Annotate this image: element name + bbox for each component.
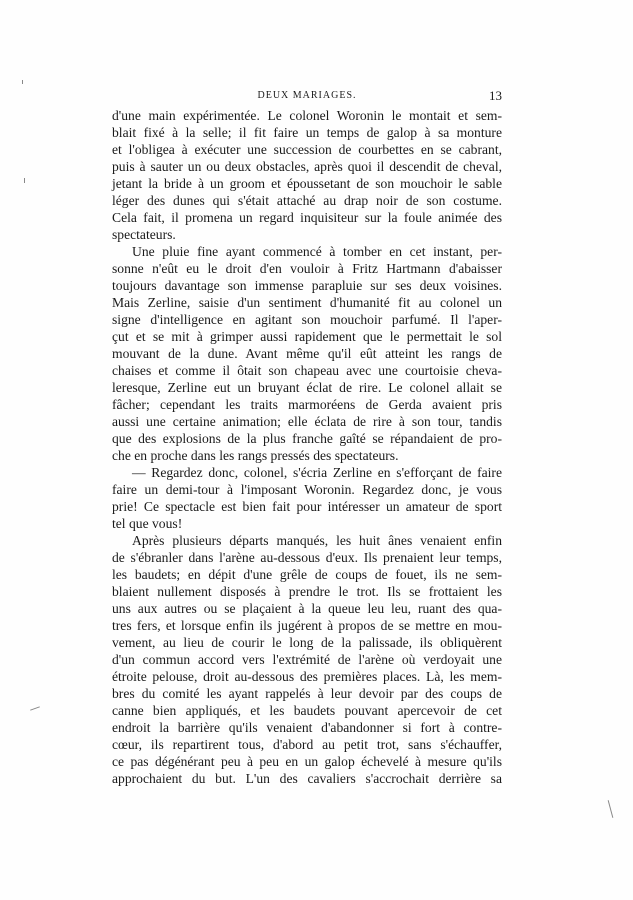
scan-mark [608,800,614,818]
text-line: blaient nullement disposés à prendre le trot. Ils se frottaient les [112,584,502,599]
text-line: Mais Zerline, saisie d'un sentiment d'humanité fit au colonel un [112,295,502,310]
text-line: aussi une certaine animation; elle éclata de rire à son tour, tandis [112,414,502,429]
text-line: ce pas dégénérant peu à peu en un galop échevelé à mesure qu'ils [112,754,502,769]
text-line: chaises et comme il ôtait son chapeau avec une courtoisie cheva- [112,363,502,378]
scan-mark [30,706,40,710]
text-line: Une pluie fine ayant commencé à tomber en cet instant, per- [132,244,502,259]
paragraph [112,107,502,243]
text-line: de s'ébranler dans l'arène au-dessous d'eux. Ils prenaient leur temps, [112,550,502,565]
text-line: che en proche dans les rangs pressés des spectateurs. [112,448,399,463]
text-line: bres du comité les ayant rappelés à leur devoir par des coups de [112,686,502,701]
text-line: toujours davantage son immense parapluie sur ses deux voisines. [112,278,502,293]
body-text [112,107,502,787]
scan-mark [24,178,25,183]
text-line: les baudets; en dépit d'une grêle de coups de fouet, ils ne sem- [112,567,502,582]
paragraph [112,464,502,532]
text-line: vement, au lieu de courir le long de la palissade, ils obliquèrent [112,635,502,650]
text-line: Après plusieurs départs manqués, les huit ânes venaient enfin [132,533,502,548]
text-line: sonne n'eût eu le droit d'en vouloir à Fritz Hartmann d'abaisser [112,261,502,276]
text-line: et l'obligea à exécuter une succession de courbettes en se cabrant, [112,142,502,157]
text-line: approchaient du but. L'un des cavaliers s'accrochait derrière sa [112,771,502,786]
running-header [112,90,502,106]
text-line: spectateurs. [112,227,176,242]
text-line: endroit la barrière qu'ils venaient d'abandonner si fort à contre- [112,720,502,735]
text-line: que des explosions de la plus franche gaîté se répandaient de pro- [112,431,502,446]
text-line: d'une main expérimentée. Le colonel Woronin le montait et sem- [112,108,502,123]
scan-mark [22,80,23,84]
page-number: 13 [489,88,502,103]
text-line: çut et se mit à grimper aussi rapidement que le permettait le sol [112,329,502,344]
text-line: fâcher; cependant les traits marmoréens de Gerda avaient pris [112,397,502,412]
text-line: d'un commun accord vers l'extrémité de l'arène où verdoyait une [112,652,502,667]
text-line: puis à sauter un ou deux obstacles, après quoi il descendit de cheval, [112,159,502,174]
text-line: tel que vous! [112,516,183,531]
text-line: uns aux autres ou se plaçaient à la queue leu leu, ruant des qua- [112,601,502,616]
paragraph [112,243,502,464]
text-line: blait fixé à la selle; il fit faire un temps de galop à sa monture [112,125,502,140]
text-line: mouvant de la dune. Avant même qu'il eût atteint les rangs de [112,346,502,361]
text-line: faire un demi-tour à l'imposant Woronin. Regardez donc, je vous [112,482,502,497]
text-line: signe d'intelligence en agitant son mouchoir parfumé. Il l'aper- [112,312,502,327]
paragraph [112,532,502,787]
text-line: étroite pelouse, droit au-dessous des premières places. Là, les mem- [112,669,502,684]
text-line: leresque, Zerline eut un bruyant éclat de rire. Le colonel allait se [112,380,502,395]
text-line: léger des dunes qui s'était attaché au drap noir de son costume. [112,193,502,208]
text-line: prie! Ce spectacle est bien fait pour intéresser un amateur de sport [112,499,502,514]
text-line: tres fers, et lorsque enfin ils jugérent à propos de se mettre en mou- [112,618,502,633]
text-line: Cela fait, il promena un regard inquisiteur sur la foule animée des [112,210,502,225]
running-title: DEUX MARIAGES. [257,90,357,101]
text-line: cœur, ils repartirent tous, d'abord au petit trot, sans s'échauffer, [112,737,502,752]
text-line: — Regardez donc, colonel, s'écria Zerline en s'efforçant de faire [132,465,502,480]
text-line: canne bien appliqués, et les baudets pouvant apercevoir de cet [112,703,502,718]
text-line: jetant la bride à un groom et époussetant de son mouchoir le sable [112,176,502,191]
